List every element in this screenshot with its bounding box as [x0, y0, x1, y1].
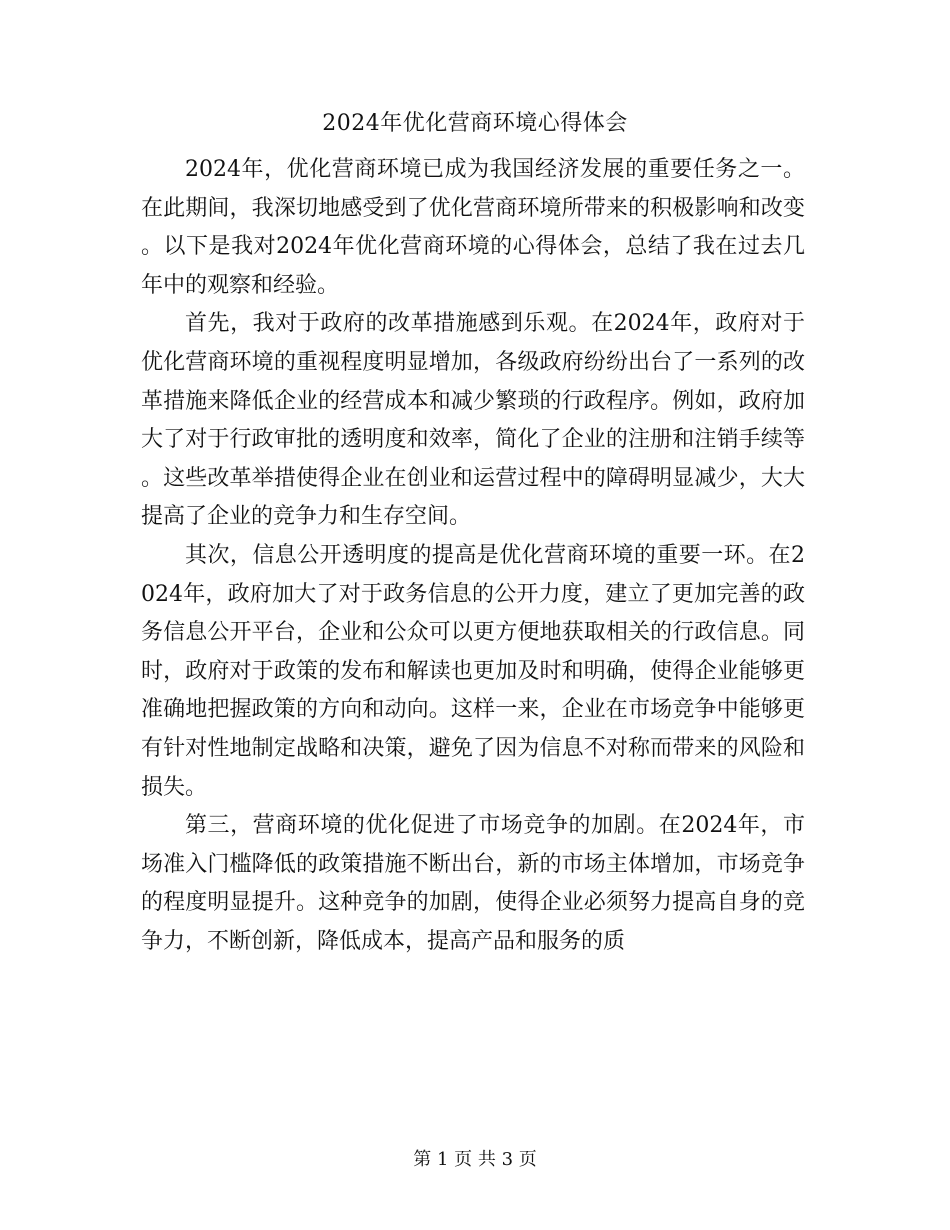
- document-body: [141, 151, 805, 961]
- paragraph-second-point: 其次，信息公开透明度的提高是优化营商环境的重要一环。在2024年，政府加大了对于政务信息的公开力度，建立了更加完善的政务信息公开平台，企业和公众可以更方便地获取相关的行政信息。同时，政府对于政策的发布和解读也更加及时和明确，使得企业能够更准确地把握政策的方向和动向。这样一来，企业在市场竞争中能够更有针对性地制定战略和决策，避免了因为信息不对称而带来的风险和损失。: [141, 542, 805, 800]
- paragraph-intro: 2024年，优化营商环境已成为我国经济发展的重要任务之一。在此期间，我深切地感受到了优化营商环境所带来的积极影响和改变。以下是我对2024年优化营商环境的心得体会，总结了我在过去几年中的观察和经验。: [141, 157, 805, 298]
- page-number-footer: 第 1 页 共 3 页: [413, 1149, 537, 1170]
- paragraph-first-point: 首先，我对于政府的改革措施感到乐观。在2024年，政府对于优化营商环境的重视程度明显增加，各级政府纷纷出台了一系列的改革措施来降低企业的经营成本和减少繁琐的行政程序。例如，政府加大了对于行政审批的透明度和效率，简化了企业的注册和注销手续等。这些改革举措使得企业在创业和运营过程中的障碍明显减少，大大提高了企业的竞争力和生存空间。: [141, 311, 805, 530]
- document-title: 2024年优化营商环境心得体会: [322, 111, 628, 136]
- paragraph-third-point: 第三，营商环境的优化促进了市场竞争的加剧。在2024年，市场准入门槛降低的政策措施不断出台，新的市场主体增加，市场竞争的程度明显提升。这种竞争的加剧，使得企业必须努力提高自身的竞争力，不断创新，降低成本，提高产品和服务的质: [141, 813, 805, 954]
